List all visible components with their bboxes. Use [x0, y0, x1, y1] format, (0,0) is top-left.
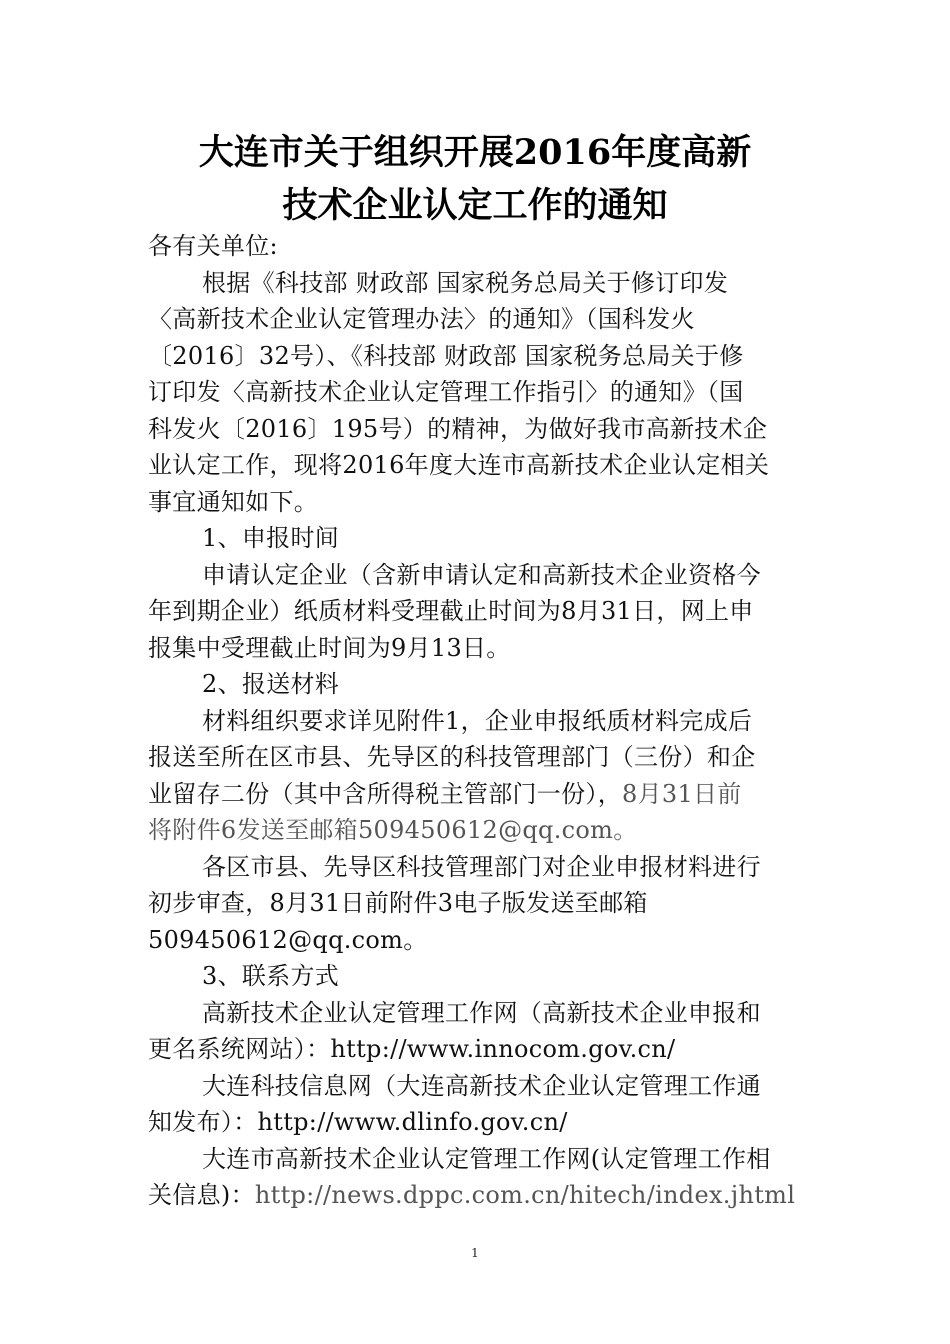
paragraph-line: 报集中受理截止时间为9月13日。 [148, 633, 511, 662]
dppc-link: http://news.dppc.com.cn/hitech/index.jhtml [254, 1181, 796, 1209]
email-line: 将附件6发送至邮箱509450612@qq.com。 [148, 816, 638, 844]
paragraph-line [148, 1177, 798, 1214]
paragraph-line: 报送至所在区市县、先导区的科技管理部门（三份）和企 [148, 743, 756, 771]
email-address: 509450612@qq.com。 [148, 925, 428, 954]
paragraph-line: 高新技术企业认定管理工作网（高新技术企业申报和 [202, 998, 761, 1027]
document-title-line-1: 大连市关于组织开展2016年度高新 [198, 132, 752, 173]
dlinfo-link-line: 知发布）：http://www.dlinfo.gov.cn/ [148, 1108, 568, 1136]
paragraph-line: 订印发〈高新技术企业认定管理工作指引〉的通知》（国 [148, 378, 744, 406]
paragraph-line: 事宜通知如下。 [148, 487, 319, 516]
paragraph-line: 〈高新技术企业认定管理办法〉的通知》（国科发火 [148, 305, 695, 333]
innocom-link-line: 更名系统网站）：http://www.innocom.gov.cn/ [148, 1035, 676, 1063]
section-heading-3: 3、联系方式 [202, 962, 340, 990]
paragraph-line [148, 776, 798, 813]
paragraph-line: 各区市县、先导区科技管理部门对企业申报材料进行 [202, 852, 761, 881]
paragraph-line: 业认定工作，现将2016年度大连市高新技术企业认定相关 [148, 451, 770, 479]
paragraph-line: 科发火〔2016〕195号）的精神，为做好我市高新技术企 [148, 414, 768, 443]
paragraph-line: 材料组织要求详见附件1，企业申报纸质材料完成后 [202, 706, 753, 735]
paragraph-line: 初步审查，8月31日前附件3电子版发送至邮箱 [148, 889, 648, 917]
salutation: 各有关单位: [148, 232, 278, 260]
paragraph-line: 根据《科技部 财政部 国家税务总局关于修订印发 [202, 268, 729, 297]
paragraph-line: 大连科技信息网（大连高新技术企业认定管理工作通 [202, 1071, 761, 1100]
paragraph-line: 申请认定企业（含新申请认定和高新技术企业资格今 [202, 560, 761, 589]
page-number: 1 [471, 1246, 479, 1260]
paragraph-line: 年到期企业）纸质材料受理截止时间为8月31日，网上申 [148, 597, 754, 625]
document-body [148, 228, 798, 1214]
paragraph-line: 〔2016〕32号）、《科技部 财政部 国家税务总局关于修 [148, 341, 744, 370]
paragraph-text: 业留存二份（其中含所得税主管部门一份）， [148, 779, 622, 808]
document-title-line-2: 技术企业认定工作的通知 [282, 185, 668, 226]
deadline-text: 8月31日前 [622, 779, 742, 808]
section-heading-2: 2、报送材料 [202, 670, 340, 698]
paragraph-text: 关信息)： [148, 1181, 255, 1209]
paragraph-line: 大连市高新技术企业认定管理工作网(认定管理工作相 [202, 1144, 771, 1173]
section-heading-1: 1、申报时间 [202, 524, 340, 552]
